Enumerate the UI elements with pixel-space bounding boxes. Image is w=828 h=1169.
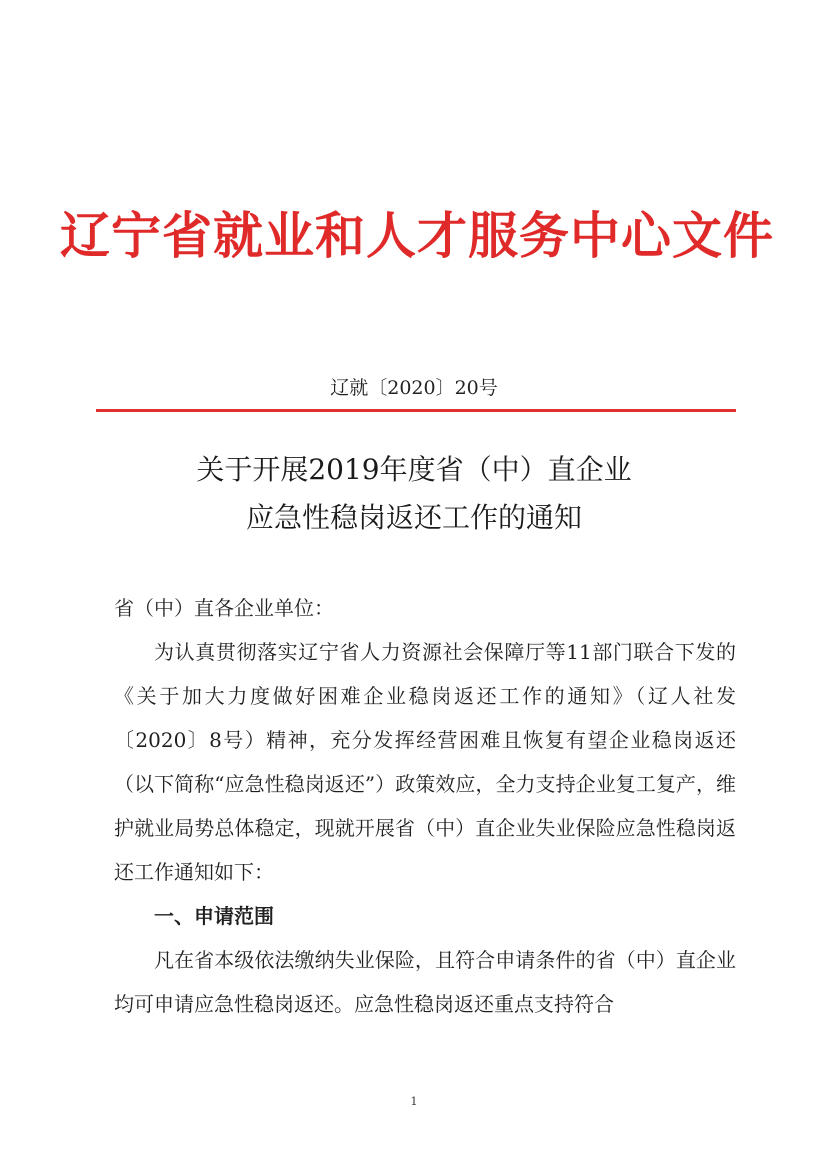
notice-title-line-2: 应急性稳岗返还工作的通知 [245, 501, 582, 534]
agency-header-title: 辽宁省就业和人才服务中心文件 [60, 206, 774, 265]
salutation: 省（中）直各企业单位： [114, 596, 334, 620]
section-heading-1: 一、申请范围 [154, 904, 274, 928]
red-divider-line [96, 409, 736, 412]
body-paragraph-1: 为认真贯彻落实辽宁省人力资源社会保障厅等11部门联合下发的《关于加大力度做好困难企业稳岗返还工作的通知》（辽人社发〔2020〕8号）精神，充分发挥经营困难且恢复有望企业稳岗返还（以下简称“应急性稳岗返还”）政策效应，全力支持企业复工复产，维护就业局势总体稳定，现就开展省（中）直企业失业保险应急性稳岗返还工作通知如下： [114, 640, 736, 884]
notice-body [114, 586, 736, 1026]
body-paragraph-2: 凡在省本级依法缴纳失业保险，且符合申请条件的省（中）直企业均可申请应急性稳岗返还。应急性稳岗返还重点支持符合 [114, 948, 736, 1016]
notice-title-line-1: 关于开展2019年度省（中）直企业 [196, 453, 632, 486]
notice-title [0, 446, 828, 542]
page-number: 1 [410, 1095, 418, 1108]
document-number: 辽就〔2020〕20号 [330, 377, 498, 399]
